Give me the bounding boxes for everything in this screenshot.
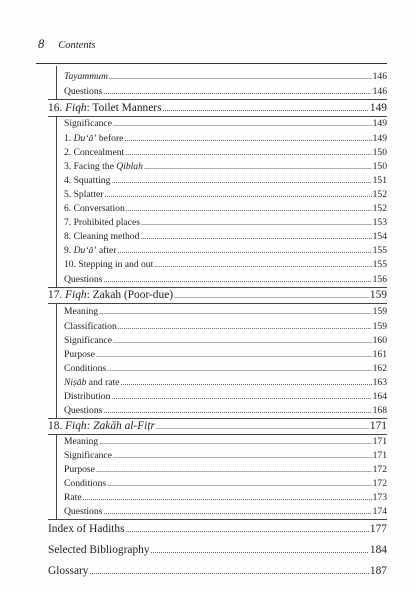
toc-label-part-a: 1. [64, 133, 74, 144]
dot-leader [111, 393, 371, 401]
toc-page-number: 172 [372, 464, 387, 475]
toc-entry-label [64, 479, 106, 489]
dot-leader [151, 547, 369, 555]
toc-entry-label [64, 190, 103, 200]
toc-page-number: 154 [372, 231, 387, 242]
section-end-rule [48, 287, 387, 288]
dot-leader [99, 438, 372, 446]
toc-entry [64, 176, 387, 186]
toc-entry-label [64, 87, 102, 97]
toc-entry [64, 204, 387, 214]
toc-label-part-a: 17. [48, 289, 66, 301]
toc-label-part-a: Selected Bibliography [48, 544, 150, 556]
toc-label-part-a: 16. [48, 102, 66, 114]
section-rule [48, 116, 387, 117]
toc-entry [64, 232, 387, 242]
toc-entry-label [64, 350, 95, 360]
toc-entry-label [48, 290, 173, 301]
toc-entry-label [64, 336, 112, 346]
toc-entry [64, 119, 387, 129]
toc-page-number: 149 [369, 102, 387, 114]
toc-entry-label [64, 406, 102, 416]
toc-entry-label [64, 507, 102, 517]
section-rule [48, 434, 387, 435]
toc-entry [64, 378, 387, 388]
toc-page-number: 174 [372, 506, 387, 517]
toc-label-part-a: Rate [64, 492, 82, 503]
toc-page-number: 164 [372, 391, 387, 402]
toc-entry-label [64, 246, 117, 256]
toc-label-part-b: Qiblah [116, 161, 143, 172]
toc-entry-label [64, 218, 140, 228]
toc-entry-label [64, 364, 106, 374]
dot-leader [96, 351, 372, 359]
toc-entry-label [64, 148, 124, 158]
toc-entry [64, 246, 387, 256]
toc-entry-label [48, 421, 155, 432]
toc-page-number: 160 [372, 335, 387, 346]
toc-page-number: 146 [372, 71, 387, 82]
toc-label-part-a: Questions [64, 405, 103, 416]
section-end-rule [48, 519, 387, 520]
toc-page-number: 155 [372, 245, 387, 256]
toc-page-number: 171 [372, 450, 387, 461]
dot-leader [104, 191, 371, 199]
toc-entry [48, 566, 387, 577]
dot-leader [113, 120, 372, 128]
section-end-rule [48, 99, 387, 100]
toc-page-number: 153 [372, 217, 387, 228]
toc-entry [64, 307, 387, 317]
toc-label-part-c: and rate [86, 377, 120, 388]
header-rule [36, 63, 387, 64]
toc-entry [64, 465, 387, 475]
toc-entry [64, 322, 387, 332]
dot-leader [83, 494, 372, 502]
dot-leader [144, 163, 372, 171]
toc-label-part-a: 4. Squatting [64, 175, 111, 186]
toc-label-part-b: Fiqh [65, 102, 87, 114]
toc-entry [64, 437, 387, 447]
toc-page-number: 152 [372, 203, 387, 214]
dot-leader [99, 308, 372, 316]
dot-leader [118, 247, 372, 255]
dot-leader [124, 135, 371, 143]
toc-label-part-a: Distribution [64, 391, 111, 402]
toc-page-number: 187 [369, 565, 387, 577]
dot-leader [163, 105, 369, 113]
toc-entry [64, 72, 387, 82]
toc-page-number: 177 [369, 523, 387, 535]
toc-entry-label [48, 524, 125, 535]
dot-leader [126, 205, 372, 213]
toc-entry [64, 479, 387, 489]
toc-entry [64, 134, 387, 144]
toc-entry-label [64, 437, 98, 447]
toc-entry [64, 364, 387, 374]
toc-entry-label [64, 322, 117, 332]
toc-label-part-a: 18. [48, 420, 66, 432]
dot-leader [103, 508, 371, 516]
toc-entry [48, 290, 387, 301]
toc-entry [48, 545, 387, 556]
toc-label-part-a: 6. Conversation [64, 203, 125, 214]
toc-label-part-a: Conditions [64, 478, 107, 489]
toc-page-number: 171 [369, 420, 387, 432]
toc-entry [64, 451, 387, 461]
toc-entry-label [48, 545, 150, 556]
toc-label-part-c: : Toilet Manners [86, 102, 162, 114]
toc-label-part-a: Significance [64, 450, 112, 461]
section-bracket [56, 303, 57, 418]
dot-leader [96, 466, 372, 474]
dot-leader [113, 337, 372, 345]
toc-entry [64, 190, 387, 200]
toc-entry [48, 103, 387, 114]
toc-page-number: 161 [372, 349, 387, 360]
toc-page-number: 151 [372, 175, 387, 186]
dot-leader [120, 379, 371, 387]
toc-page-number: 149 [372, 133, 387, 144]
dot-leader [103, 407, 371, 415]
toc-page-number: 173 [372, 492, 387, 503]
toc-entry [64, 87, 387, 97]
toc-label-part-a: Purpose [64, 464, 95, 475]
section-end-rule [48, 418, 387, 419]
toc-page-number: 168 [372, 405, 387, 416]
toc-entry-label [64, 275, 102, 285]
toc-page-number: 172 [372, 478, 387, 489]
toc-label-part-c: after [96, 245, 117, 256]
toc-page-number: 155 [372, 259, 387, 270]
toc-entry [64, 275, 387, 285]
toc-page-number: 150 [372, 147, 387, 158]
toc-entry-label [48, 566, 89, 577]
section-bracket [56, 434, 57, 519]
dot-leader [141, 219, 372, 227]
toc-label-part-a: Index of Hadiths [48, 523, 125, 535]
toc-entry [64, 260, 387, 270]
toc-label-part-a: Classification [64, 321, 117, 332]
toc-label-part-a: Conditions [64, 363, 107, 374]
toc-label-part-a: 3. Facing the [64, 161, 117, 172]
toc-page-number: 146 [372, 86, 387, 97]
toc-entry-label [48, 103, 162, 114]
toc-label-part-a: Purpose [64, 349, 95, 360]
section-bracket [56, 66, 57, 99]
toc-label-part-a: Tayammum [64, 71, 108, 82]
dot-leader [103, 88, 371, 96]
dot-leader [154, 261, 371, 269]
toc-page-number: 156 [372, 274, 387, 285]
toc-page-number: 171 [372, 436, 387, 447]
toc-label-part-b: Du‘ā’ [73, 245, 97, 256]
toc-entry [64, 218, 387, 228]
toc-page-number: 162 [372, 363, 387, 374]
dot-leader [113, 452, 372, 460]
toc-label-part-a: 9. [64, 245, 74, 256]
toc-page-number: 184 [369, 544, 387, 556]
toc-label-part-a: Meaning [64, 306, 99, 317]
toc-entry-label [64, 232, 139, 242]
toc-entry-label [64, 119, 112, 129]
toc-entry-label [64, 260, 153, 270]
toc-label-part-a: Questions [64, 86, 103, 97]
toc-entry-label [64, 392, 110, 402]
dot-leader [140, 233, 371, 241]
dot-leader [125, 149, 371, 157]
toc-label-part-a: 5. Splatter [64, 189, 104, 200]
dot-leader [107, 365, 371, 373]
toc-entry [48, 524, 387, 535]
dot-leader [118, 323, 372, 331]
running-title: Contents [58, 40, 96, 51]
dot-leader [156, 423, 369, 431]
dot-leader [107, 480, 371, 488]
toc-entry-label [64, 493, 82, 503]
toc-label-part-a: Meaning [64, 436, 99, 447]
dot-leader [111, 177, 371, 185]
toc-entry-label [64, 162, 143, 172]
toc-page-number: 150 [372, 161, 387, 172]
toc-entry [64, 507, 387, 517]
section-rule [48, 303, 387, 304]
toc-label-part-a: Glossary [48, 565, 89, 577]
toc-entry [64, 392, 387, 402]
toc-page-number: 159 [372, 306, 387, 317]
toc-page-number: 159 [369, 289, 387, 301]
toc-page-number: 163 [372, 377, 387, 388]
toc-label-part-c: : Zakah (Poor-due) [86, 289, 174, 301]
page-number: 8 [38, 37, 45, 51]
dot-leader [103, 276, 371, 284]
toc-entry [64, 148, 387, 158]
toc-entry-label [64, 307, 98, 317]
toc-label-part-a: 2. Concealment [64, 147, 125, 158]
dot-leader [174, 292, 369, 300]
toc-entry [64, 493, 387, 503]
toc-entry-label [64, 378, 119, 388]
toc-label-part-a: 7. Prohibited places [64, 217, 140, 228]
toc-entry-label [64, 465, 95, 475]
toc-label-part-a: Significance [64, 335, 112, 346]
toc-label-part-a: Significance [64, 118, 112, 129]
dot-leader [90, 568, 369, 576]
toc-label-part-b: Fiqh: Zakāh al-Fiṭr [65, 420, 155, 432]
toc-entry-label [64, 204, 125, 214]
dot-leader [126, 526, 369, 534]
toc-page-number: 149 [372, 118, 387, 129]
toc-label-part-b: Niṣāb [64, 377, 87, 388]
toc-label-part-c: before [96, 133, 124, 144]
toc-label-part-b: Du‘ā’ [73, 133, 97, 144]
toc-page-number: 159 [372, 321, 387, 332]
page-header [38, 37, 96, 52]
toc-entry [64, 162, 387, 172]
toc-entry [64, 350, 387, 360]
toc-entry-label [64, 134, 123, 144]
toc-page-number: 152 [372, 189, 387, 200]
toc-label-part-b: Fiqh [65, 289, 87, 301]
toc-entry [64, 406, 387, 416]
section-bracket [56, 116, 57, 287]
toc-label-part-a: 8. Cleaning method [64, 231, 140, 242]
toc-label-part-a: Questions [64, 506, 103, 517]
toc-entry-label [64, 176, 110, 186]
toc-entry [64, 336, 387, 346]
toc-entry [48, 421, 387, 432]
toc-entry-label [64, 451, 112, 461]
toc-label-part-a: 10. Stepping in and out [64, 259, 154, 270]
toc-label-part-a: Questions [64, 274, 103, 285]
toc-entry-label [64, 72, 108, 82]
dot-leader [109, 73, 372, 81]
